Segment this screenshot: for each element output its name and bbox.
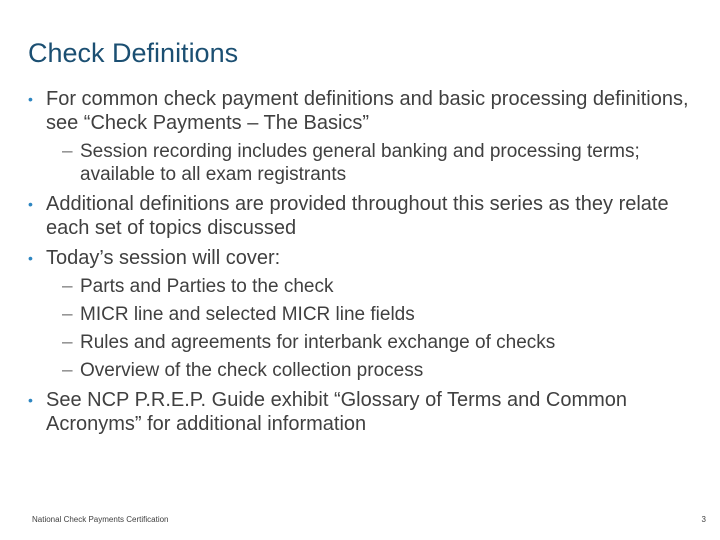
bullet-item [28, 192, 700, 240]
bullet-text: For common check payment definitions and basic processing definitions, see “Check Payments – The Basics” [46, 88, 689, 134]
bullet-item [28, 246, 700, 382]
bullet-icon: • [28, 91, 33, 107]
bullet-item [28, 388, 700, 436]
bullet-text: Today’s session will cover: [46, 247, 281, 269]
dash-icon: – [62, 332, 73, 353]
sub-bullet-text: Session recording includes general banking and processing terms; available to all exam registrants [80, 141, 640, 185]
bullet-list [28, 87, 700, 442]
bullet-icon: • [28, 196, 33, 212]
dash-icon: – [62, 304, 73, 325]
sub-bullet-text: Parts and Parties to the check [80, 276, 334, 297]
sub-bullet-text: Overview of the check collection process [80, 360, 424, 381]
dash-icon: – [62, 360, 73, 381]
dash-icon: – [62, 141, 73, 162]
sub-bullet-item [62, 140, 700, 186]
bullet-icon: • [28, 250, 33, 266]
page-number: 3 [701, 515, 706, 524]
sub-bullet-text: Rules and agreements for interbank exchange of checks [80, 332, 556, 353]
footer-organization: National Check Payments Certification [32, 515, 169, 524]
sub-bullet-item [62, 331, 700, 354]
dash-icon: – [62, 276, 73, 297]
bullet-icon: • [28, 392, 33, 408]
bullet-text: Additional definitions are provided throughout this series as they relate each set of topics discussed [46, 193, 669, 239]
sub-bullet-text: MICR line and selected MICR line fields [80, 304, 415, 325]
slide-title: Check Definitions [28, 38, 239, 68]
sub-bullet-item [62, 275, 700, 298]
bullet-item [28, 87, 700, 186]
sub-bullet-item [62, 359, 700, 382]
bullet-text: See NCP P.R.E.P. Guide exhibit “Glossary of Terms and Common Acronyms” for additional information [46, 389, 628, 435]
sub-bullet-item [62, 303, 700, 326]
